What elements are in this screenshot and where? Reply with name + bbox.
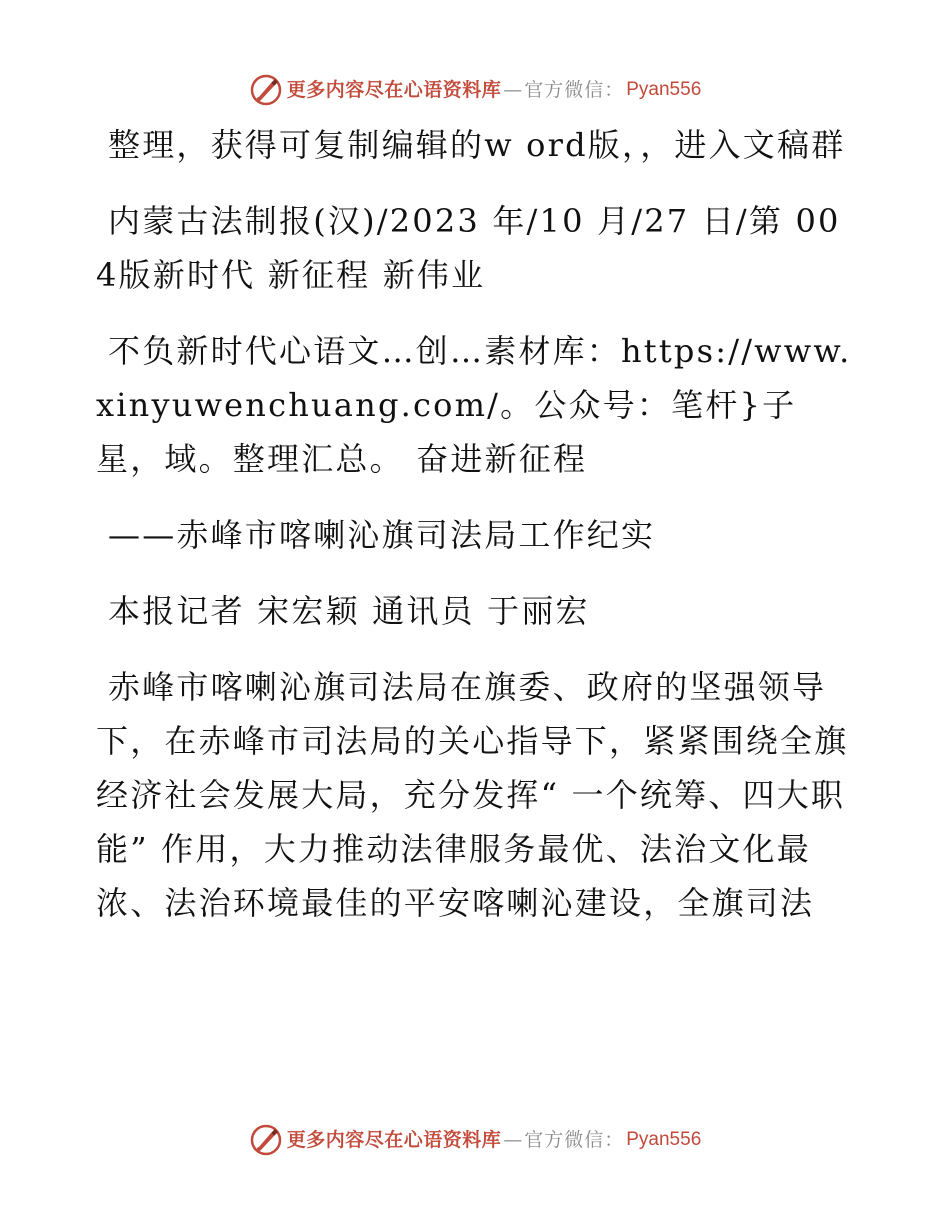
paragraph-byline: 本报记者 宋宏颖 通讯员 于丽宏 xyxy=(108,592,590,630)
paragraph-title: 不负新时代心语文…创…素材库：https://www.xinyuwenchuang.com/。公众号：笔杆}子星，域。整理汇总。 奋进新征程 xyxy=(96,332,852,478)
watermark-dash: — xyxy=(503,1129,523,1151)
brush-logo-icon xyxy=(249,73,283,107)
paragraph-source: 内蒙古法制报(汉)/2023 年/10 月/27 日/第 004版新时代 新征程 新伟业 xyxy=(96,202,841,294)
footer-watermark xyxy=(0,1120,950,1160)
watermark-official-label: 官方微信： xyxy=(524,79,625,101)
brush-logo-icon xyxy=(249,1123,283,1157)
watermark-id: Pyan556 xyxy=(626,1129,702,1150)
paragraph-body: 赤峰市喀喇沁旗司法局在旗委、政府的坚强领导下，在赤峰市司法局的关心指导下，紧紧围绕全旗经济社会发展大局，充分发挥“ 一个统筹、四大职能” 作用，大力推动法律服务最优、法治文化最浓、法治环境最佳的平安喀喇沁建设，全旗司法 xyxy=(96,668,849,922)
watermark-text: 更多内容尽在心语资料库 xyxy=(286,1129,502,1151)
header-watermark xyxy=(0,70,950,110)
watermark-dash: — xyxy=(503,79,523,101)
document-body xyxy=(96,118,856,952)
paragraph-subtitle: ——赤峰市喀喇沁旗司法局工作纪实 xyxy=(108,516,656,554)
watermark-text: 更多内容尽在心语资料库 xyxy=(286,79,502,101)
paragraph-intro: 整理，获得可复制编辑的w ord版，，进入文稿群 xyxy=(108,126,846,164)
watermark-official-label: 官方微信： xyxy=(524,1129,625,1151)
watermark-id: Pyan556 xyxy=(626,79,702,100)
